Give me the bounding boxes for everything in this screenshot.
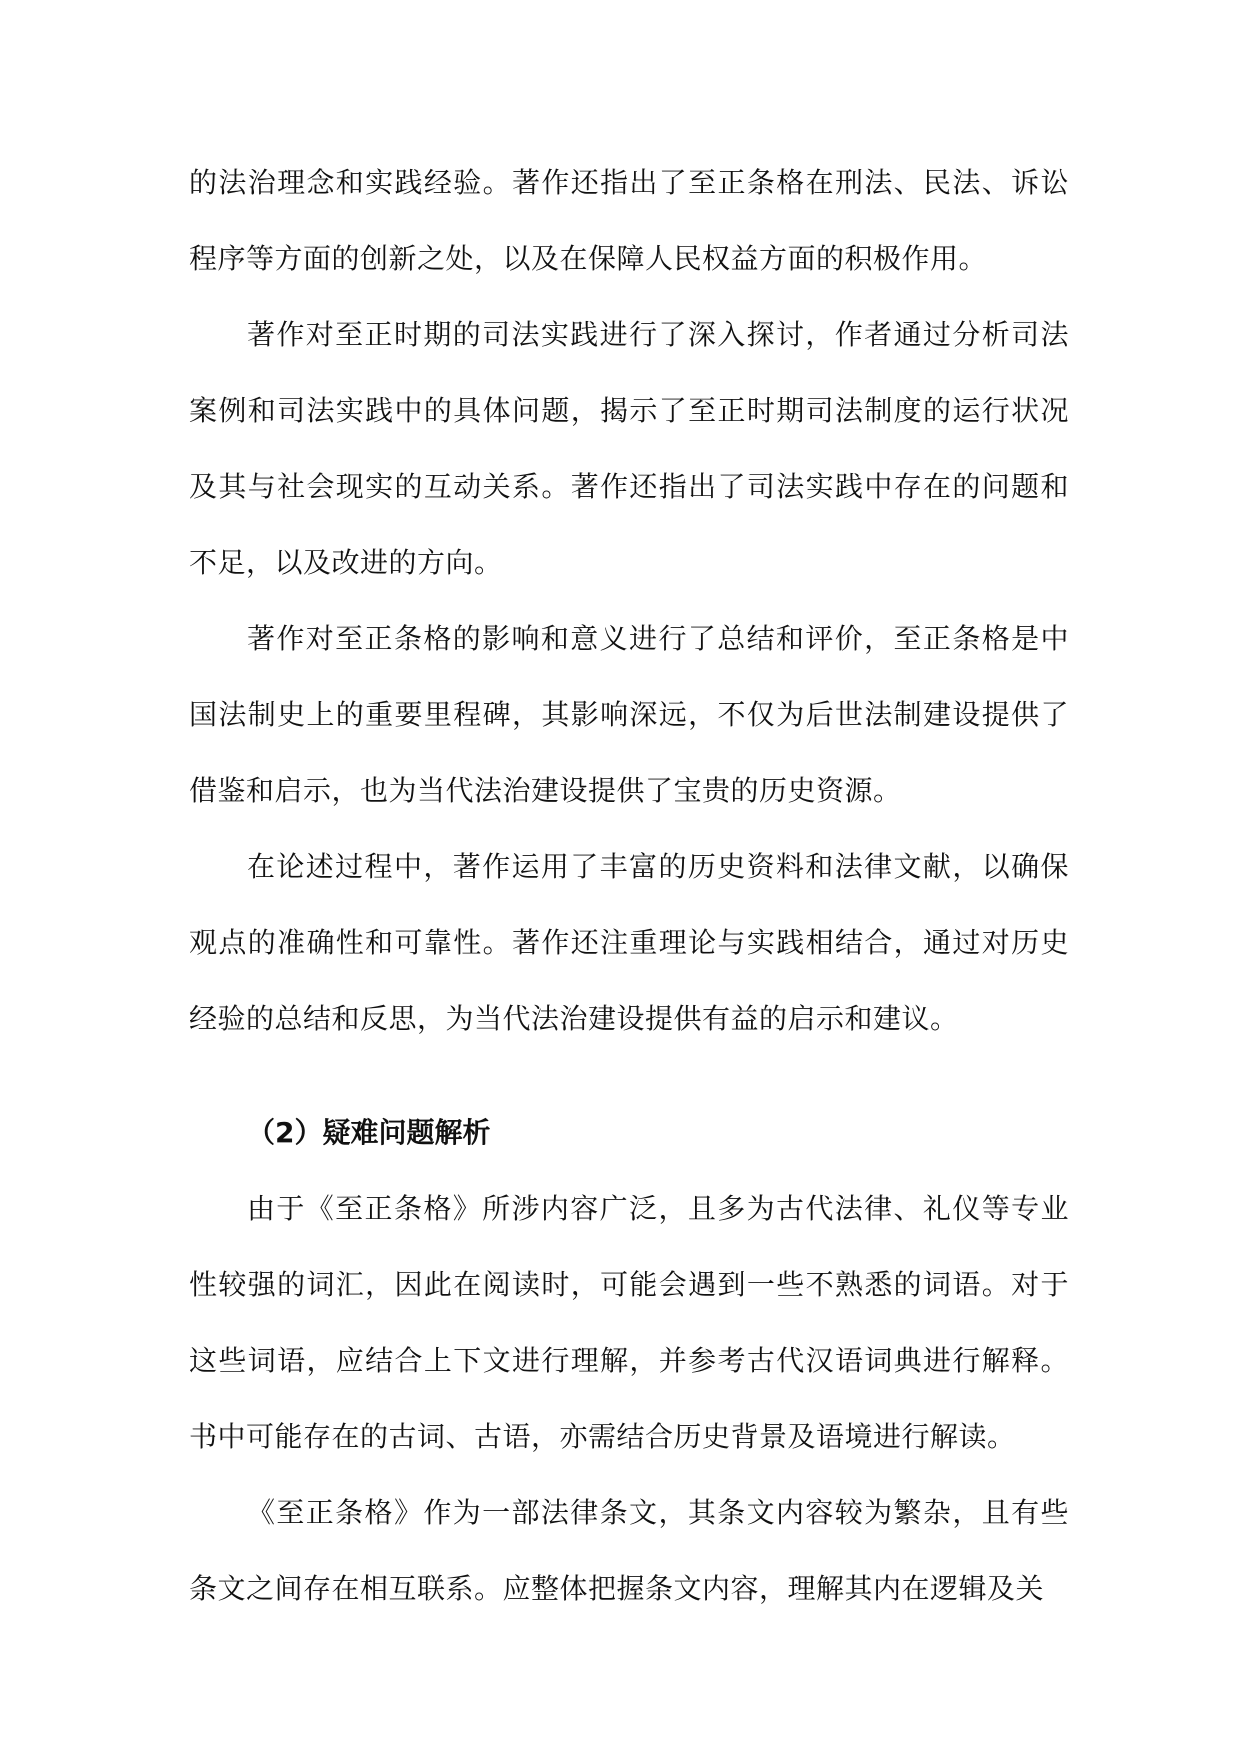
paragraph-4: 在论述过程中，著作运用了丰富的历史资料和法律文献，以确保观点的准确性和可靠性。著作还注重理论与实践相结合，通过对历史经验的总结和反思，为当代法治建设提供有益的启示和建议。 (189, 850, 1069, 1035)
document-body (189, 145, 1069, 1627)
section-heading: （2）疑难问题解析 (247, 1116, 491, 1149)
paragraph-2: 著作对至正时期的司法实践进行了深入探讨，作者通过分析司法案例和司法实践中的具体问题，揭示了至正时期司法制度的运行状况及其与社会现实的互动关系。著作还指出了司法实践中存在的问题和不足，以及改进的方向。 (189, 318, 1069, 579)
paragraph-6: 《至正条格》作为一部法律条文，其条文内容较为繁杂，且有些条文之间存在相互联系。应整体把握条文内容，理解其内在逻辑及关 (189, 1496, 1069, 1605)
paragraph-5: 由于《至正条格》所涉内容广泛，且多为古代法律、礼仪等专业性较强的词汇，因此在阅读时，可能会遇到一些不熟悉的词语。对于这些词语，应结合上下文进行理解，并参考古代汉语词典进行解释。书中可能存在的古词、古语，亦需结合历史背景及语境进行解读。 (189, 1192, 1069, 1453)
paragraph-1: 的法治理念和实践经验。著作还指出了至正条格在刑法、民法、诉讼程序等方面的创新之处，以及在保障人民权益方面的积极作用。 (189, 166, 1069, 275)
paragraph-3: 著作对至正条格的影响和意义进行了总结和评价，至正条格是中国法制史上的重要里程碑，其影响深远，不仅为后世法制建设提供了借鉴和启示，也为当代法治建设提供了宝贵的历史资源。 (189, 622, 1069, 807)
